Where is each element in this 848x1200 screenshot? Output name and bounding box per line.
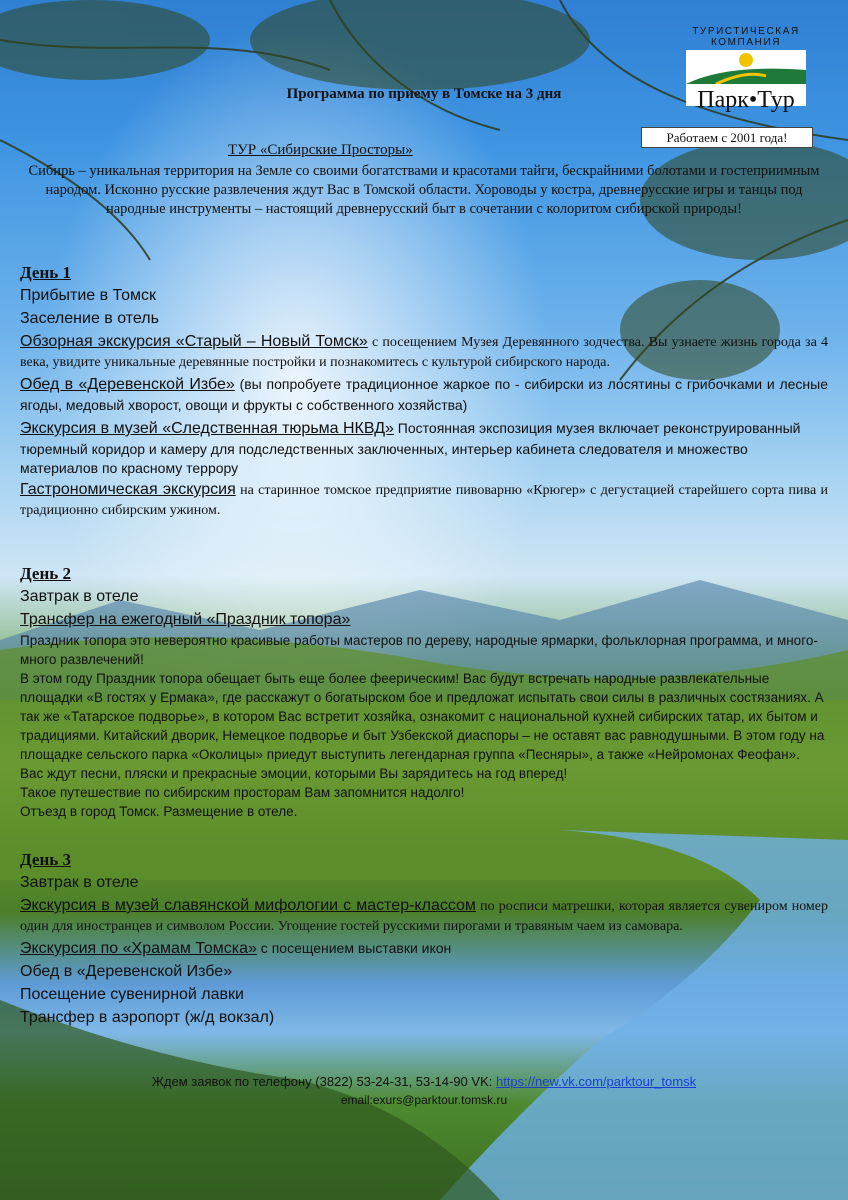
day-3-section bbox=[20, 849, 828, 1029]
company-logo bbox=[686, 26, 806, 122]
day-1-arrival: Прибытие в Томск bbox=[20, 287, 156, 304]
logo-name: Парк•Тур bbox=[697, 87, 795, 113]
day-3-heading: День 3 bbox=[20, 850, 71, 869]
day-1-section bbox=[20, 262, 828, 521]
day-1-tour-2-text: Постоянная экспозиция музея включает реконструированный тюремный коридор и камеру для подследственных заключенных, интерьер кабинета следователя и множество материалов по красному террору bbox=[20, 420, 801, 476]
tour-title: ТУР «Сибирские Просторы» bbox=[228, 142, 413, 158]
contacts-footer bbox=[0, 1072, 848, 1110]
day-1-lunch-title: Обед в «Деревенской Избе» bbox=[20, 376, 235, 393]
day-3-lunch: Обед в «Деревенской Избе» bbox=[20, 963, 233, 980]
contact-phone: Ждем заявок по телефону (3822) 53-24-31, 53-14-90 VK: bbox=[151, 1074, 496, 1089]
since-badge: Работаем с 2001 года! bbox=[641, 127, 813, 148]
day-3-tour-1-text: по росписи матрешки, которая является сувениром номер один для иностранцев и символом России. Угощение гостей русскими пирогами и травяным чаем из самовара. bbox=[20, 899, 829, 934]
day-3-tour-1 bbox=[20, 894, 828, 937]
day-1-tour-2-title: Экскурсия в музей «Следственная тюрьма НКВД» bbox=[20, 420, 394, 437]
day-3-transfer: Трансфер в аэропорт (ж/д вокзал) bbox=[20, 1009, 275, 1026]
day-1-tour-3 bbox=[20, 478, 828, 521]
contacts-line bbox=[0, 1072, 848, 1091]
day-1-tour-1-text: с посещением Музея Деревянного зодчества. Вы узнаете жизнь города за 4 века, увидите уникальные деревянные постройки и познакомитесь с культурой сибирского народа. bbox=[20, 335, 829, 370]
day-1-tour-3-text: на старинное томское предприятие пивоварню «Крюгер» с дегустацией старейшего сорта пива и традиционно сибирским ужином. bbox=[20, 483, 828, 518]
day-3-tour-2 bbox=[20, 937, 828, 960]
day-1-tour-3-title: Гастрономическая экскурсия bbox=[20, 481, 236, 498]
day-2-breakfast: Завтрак в отеле bbox=[20, 588, 139, 605]
day-3-tour-2-title: Экскурсия по «Храмам Томска» bbox=[20, 940, 257, 957]
logo-emblem bbox=[686, 50, 806, 113]
day-2-section bbox=[20, 563, 828, 821]
logo-caption-1: ТУРИСТИЧЕСКАЯ bbox=[692, 26, 800, 37]
day-1-tour-2 bbox=[20, 417, 828, 478]
program-title: Программа по приему в Томске на 3 дня bbox=[286, 86, 562, 102]
tour-intro: Сибирь – уникальная территория на Земле со своими богатствами и красотами тайги, бескрайними болотами и гостеприимным народом. Исконно русские развлечения ждут Вас в Томской области. Хороводы у костра, древнерусские игры и танцы под народные инструменты – настоящий древнерусский быт в сочетании с колоритом сибирской природы! bbox=[28, 163, 820, 217]
day-3-tour-1-title: Экскурсия в музей славянской мифологии с мастер-классом bbox=[20, 897, 476, 914]
day-1-lunch-text: (вы попробуете традиционное жаркое по - сибирски из лосятины с грибочками и лесные ягоды, медовый хворост, овощи и фрукты с собственного хозяйства) bbox=[20, 376, 828, 413]
day-2-transfer: Трансфер на ежегодный «Праздник топора» bbox=[20, 611, 351, 628]
day-1-hotel: Заселение в отель bbox=[20, 310, 159, 327]
logo-caption-2: КОМПАНИЯ bbox=[710, 37, 782, 48]
contact-email: email:exurs@parktour.tomsk.ru bbox=[340, 1093, 508, 1107]
day-3-tour-2-text: с посещением выставки икон bbox=[256, 940, 452, 956]
day-2-description: Праздник топора это невероятно красивые работы мастеров по дереву, народные ярмарки, фольклорная программа, и много-много развлечений! В этом году Праздник топора обещает быть еще более феерическим! Вас будут встречать народные развлекательные площадки «В гостях у Ермака», где расскажут о богатырском бое и предложат испытать свои силы в различных состязаниях. А так же «Татарское подворье», в котором Вас встретит хозяйка, ознакомит с национальной кухней сибирских татар, их бытом и традициями. Китайский дворик, Немецкое подворье и быт Узбекской диаспоры – не оставят вас равнодушными. В этом году на площадке сельского парка «Околицы» приедут выступить легендарная группа «Песняры», а также «Нейромонах Феофан». Вас ждут песни, пляски и прекрасные эмоции, которыми Вы зарядитесь на год вперед! Такое путешествие по сибирским просторам Вам запомнится надолго! Отъезд в город Томск. Размещение в отеле. bbox=[20, 633, 825, 819]
day-1-tour-1-title: Обзорная экскурсия «Старый – Новый Томск» bbox=[20, 333, 368, 350]
day-3-shop: Посещение сувенирной лавки bbox=[20, 986, 244, 1003]
day-3-breakfast: Завтрак в отеле bbox=[20, 874, 139, 891]
logo-sun-road-icon bbox=[686, 50, 806, 84]
day-1-tour-1 bbox=[20, 330, 828, 373]
day-2-heading: День 2 bbox=[20, 564, 71, 583]
day-1-lunch bbox=[20, 373, 828, 417]
day-1-heading: День 1 bbox=[20, 263, 71, 282]
vk-link[interactable]: https://new.vk.com/parktour_tomsk bbox=[495, 1074, 697, 1089]
